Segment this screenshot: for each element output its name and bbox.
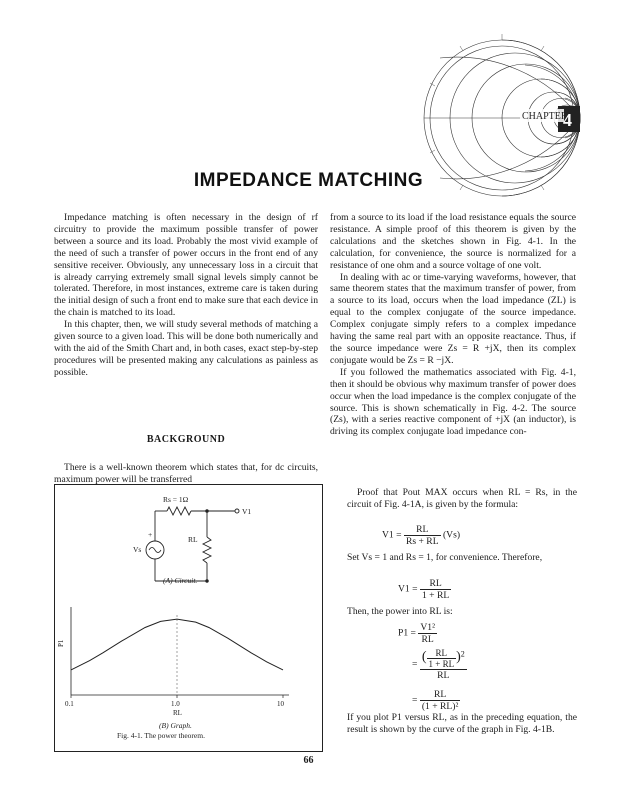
figure-caption: Fig. 4-1. The power theorem.	[117, 731, 205, 740]
vs-label: Vs	[133, 545, 142, 554]
eq4-fraction	[420, 648, 467, 681]
x-tick-label: 1.0	[171, 700, 180, 708]
eq2-lhs: V1 =	[398, 583, 418, 595]
set-text: Set Vs = 1 and Rs = 1, for convenience. Therefore,	[347, 552, 543, 563]
then-text: Then, the power into RL is:	[347, 606, 453, 617]
equation-1	[382, 524, 460, 547]
eq3-numerator: V1²	[420, 622, 435, 633]
equation-3	[398, 622, 437, 645]
proof-column	[347, 487, 577, 511]
eq2-fraction	[420, 578, 451, 601]
equation-4: = ( $\frac{RL}{1 + RL}$ )$^2$ RL	[412, 648, 465, 681]
conjugate-paragraph: If you followed the mathematics associated with Fig. 4-1, then it should be obvious why maximum transfer of power does occur when the load impedance is the complex conjugate of the source. This is shown schematically in Fig. 4-2. The source (Zs), with a series reactive component of +jX (an inductor), is driving its complex conjugate load impedance con-	[330, 366, 576, 438]
y-axis-label: P1	[57, 639, 65, 647]
eq1-tail: (Vs)	[442, 529, 461, 541]
eq1-lhs: V1 =	[382, 529, 402, 541]
caption-a: (A) Circuit.	[163, 576, 198, 585]
eq1-numerator: RL	[404, 524, 441, 536]
x-axis-label: RL	[173, 709, 182, 717]
eq4-inner-num: RL	[427, 648, 457, 659]
eq5-denominator: (1 + RL)²	[421, 701, 459, 712]
conclusion-text: If you plot P1 versus RL, as in the preceding equation, the result is shown by the curve of the graph in Fig. 4-1B.	[347, 712, 577, 735]
chapter-number: 4	[563, 110, 572, 130]
figure-4-1	[54, 484, 323, 752]
eq3-denominator: RL	[421, 634, 434, 645]
equation-2	[398, 578, 451, 601]
page-number: 66	[303, 755, 314, 766]
proof-intro: Proof that Pout MAX occurs when RL = Rs, in the circuit of Fig. 4-1A, is given by the formula:	[347, 487, 577, 510]
x-tick-label: 10	[277, 700, 284, 708]
intro-paragraph: Impedance matching is often necessary in the design of rf circuitry to provide the maximum possible transfer of power between a source and its load. Probably the most vivid example of the need of such a transfer of power occurs in the front end of any sensitive receiver. Obviously, any unnecessary loss in a circuit that is already carrying extremely small signal levels simply cannot be tolerated. Therefore, in most instances, extreme care is taken during the initial design of such a front end to make sure that each device in the chain is matched to its load.	[54, 212, 318, 319]
eq4-numerator: ( $\frac{RL}{1 + RL}$ )$^2$	[421, 648, 465, 669]
page-title: IMPEDANCE MATCHING	[193, 170, 424, 191]
rs-label: Rs = 1Ω	[163, 495, 189, 504]
eq1-denominator: Rs + RL	[405, 536, 439, 547]
eq5-fraction	[420, 689, 461, 712]
eq4-denominator: RL	[437, 670, 450, 681]
background-paragraph	[54, 462, 318, 486]
plus-sign: +	[148, 530, 153, 539]
left-column	[54, 212, 318, 379]
chapter-label: CHAPTER	[522, 111, 568, 122]
eq3-lhs: P1 =	[398, 627, 416, 639]
theorem-paragraph: from a source to its load if the load resistance equals the source resistance. A simple proof of this theorem is given by the calculations and the sketches shown in Fig. 4-1. In the calculation, for convenience, the source is normalized for a resistance of one ohm and a source voltage of one volt.	[330, 212, 576, 271]
power-curve-chart	[55, 595, 322, 740]
background-text: There is a well-known theorem which states that, for dc circuits, maximum power will be transferred	[54, 462, 318, 485]
section-heading: BACKGROUND	[146, 434, 226, 445]
chapter-overview-paragraph: In this chapter, then, we will study several methods of matching a given source to a given load. This will be done both numerically and with the aid of the Smith Chart and, in both cases, exact step-by-step procedures will be presented making any calculations as painless as possible.	[54, 319, 318, 378]
x-tick-label: 0.1	[65, 700, 74, 708]
circuit-diagram	[55, 485, 322, 605]
caption-b: (B) Graph.	[159, 721, 192, 730]
ac-paragraph: In dealing with ac or time-varying waveforms, however, that same theorem states that the maximum transfer of power, from a source to its load, occurs when the load impedance (ZL) is equal to the complex conjugate of the source impedance. Complex conjugate simply refers to a complex impedance having the same real part with an opposite reactance. Thus, if the source impedance were Zs = R +jX, then its complex conjugate would be Zs = R −jX.	[330, 271, 576, 366]
rl-label: RL	[188, 535, 198, 544]
eq2-numerator: RL	[420, 578, 451, 590]
equation-5: = $\frac{RL}{\text{(1 + RL)²}}$	[412, 689, 459, 712]
v1-label: V1	[242, 507, 252, 516]
eq5-numerator: RL	[420, 689, 461, 701]
eq4-inner-den: 1 + RL	[428, 659, 455, 669]
right-column	[330, 212, 576, 438]
eq2-denominator: 1 + RL	[421, 590, 450, 601]
eq3-fraction	[418, 622, 437, 645]
eq1-fraction	[404, 524, 441, 547]
